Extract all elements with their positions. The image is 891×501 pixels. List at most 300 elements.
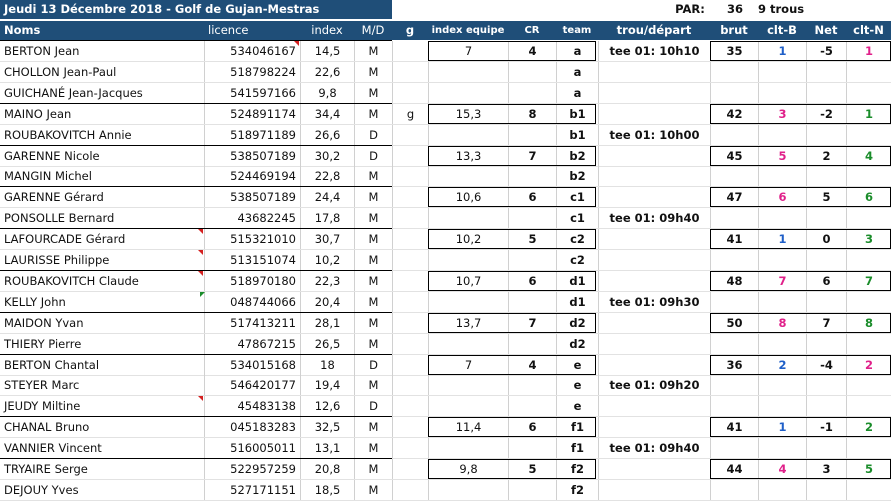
- g-cell[interactable]: [392, 229, 428, 249]
- brut-cell[interactable]: 36: [710, 355, 758, 375]
- player-name[interactable]: GARENNE Gérard: [4, 190, 104, 204]
- md-cell[interactable]: D: [354, 146, 392, 166]
- index-cell[interactable]: 10,2: [300, 250, 354, 270]
- licence-cell[interactable]: 518798224: [204, 62, 300, 82]
- net-cell[interactable]: 2: [806, 146, 846, 166]
- g-cell[interactable]: [392, 83, 428, 103]
- cr-cell[interactable]: 5: [508, 229, 556, 249]
- index-equipe-cell[interactable]: [428, 480, 508, 500]
- md-cell[interactable]: M: [354, 41, 392, 61]
- clt-b-cell[interactable]: 2: [758, 355, 806, 375]
- team-cell[interactable]: d1: [556, 271, 598, 291]
- player-name[interactable]: STEYER Marc: [4, 378, 80, 392]
- licence-cell[interactable]: 518971189: [204, 125, 300, 145]
- trou-depart-cell[interactable]: tee 01: 09h40: [598, 438, 710, 458]
- index-cell[interactable]: 12,6: [300, 396, 354, 416]
- g-cell[interactable]: [392, 375, 428, 395]
- col-header-trou[interactable]: trou/départ: [598, 21, 710, 40]
- md-cell[interactable]: M: [354, 459, 392, 479]
- index-equipe-cell[interactable]: [428, 83, 508, 103]
- index-cell[interactable]: 22,3: [300, 271, 354, 291]
- brut-cell[interactable]: [710, 208, 758, 228]
- md-cell[interactable]: M: [354, 208, 392, 228]
- clt-b-cell[interactable]: 6: [758, 187, 806, 207]
- index-equipe-cell[interactable]: 7: [428, 355, 508, 375]
- licence-cell[interactable]: 538507189: [204, 146, 300, 166]
- index-equipe-cell[interactable]: [428, 334, 508, 354]
- brut-cell[interactable]: 50: [710, 313, 758, 333]
- licence-cell[interactable]: 513151074: [204, 250, 300, 270]
- clt-b-cell[interactable]: [758, 208, 806, 228]
- brut-cell[interactable]: [710, 83, 758, 103]
- cr-cell[interactable]: 8: [508, 104, 556, 124]
- team-cell[interactable]: f1: [556, 417, 598, 437]
- clt-b-cell[interactable]: [758, 438, 806, 458]
- cr-cell[interactable]: 6: [508, 271, 556, 291]
- licence-cell[interactable]: 045183283: [204, 417, 300, 437]
- cr-cell[interactable]: [508, 334, 556, 354]
- index-equipe-cell[interactable]: [428, 250, 508, 270]
- clt-n-cell[interactable]: [846, 375, 891, 395]
- net-cell[interactable]: [806, 438, 846, 458]
- index-equipe-cell[interactable]: [428, 208, 508, 228]
- md-cell[interactable]: M: [354, 375, 392, 395]
- player-name[interactable]: GUICHANÉ Jean-Jacques: [4, 86, 143, 100]
- net-cell[interactable]: [806, 125, 846, 145]
- brut-cell[interactable]: 41: [710, 229, 758, 249]
- md-cell[interactable]: M: [354, 187, 392, 207]
- player-name[interactable]: ROUBAKOVITCH Annie: [4, 128, 132, 142]
- net-cell[interactable]: [806, 250, 846, 270]
- clt-b-cell[interactable]: 5: [758, 146, 806, 166]
- index-equipe-cell[interactable]: 13,7: [428, 313, 508, 333]
- brut-cell[interactable]: 35: [710, 41, 758, 61]
- brut-cell[interactable]: [710, 125, 758, 145]
- col-header-licence[interactable]: licence: [204, 21, 300, 40]
- md-cell[interactable]: M: [354, 438, 392, 458]
- cr-cell[interactable]: [508, 480, 556, 500]
- clt-n-cell[interactable]: [846, 62, 891, 82]
- trou-depart-cell[interactable]: tee 01: 09h30: [598, 292, 710, 312]
- licence-cell[interactable]: 522957259: [204, 459, 300, 479]
- team-cell[interactable]: c2: [556, 250, 598, 270]
- index-equipe-cell[interactable]: [428, 62, 508, 82]
- cr-cell[interactable]: [508, 166, 556, 186]
- cr-cell[interactable]: 7: [508, 146, 556, 166]
- g-cell[interactable]: [392, 480, 428, 500]
- g-cell[interactable]: [392, 41, 428, 61]
- net-cell[interactable]: [806, 396, 846, 416]
- team-cell[interactable]: e: [556, 396, 598, 416]
- clt-b-cell[interactable]: [758, 125, 806, 145]
- cr-cell[interactable]: [508, 250, 556, 270]
- team-cell[interactable]: d2: [556, 313, 598, 333]
- trou-depart-cell[interactable]: [598, 480, 710, 500]
- md-cell[interactable]: M: [354, 480, 392, 500]
- cr-cell[interactable]: [508, 208, 556, 228]
- brut-cell[interactable]: 48: [710, 271, 758, 291]
- md-cell[interactable]: M: [354, 292, 392, 312]
- brut-cell[interactable]: [710, 480, 758, 500]
- trou-depart-cell[interactable]: [598, 271, 710, 291]
- net-cell[interactable]: [806, 334, 846, 354]
- index-equipe-cell[interactable]: [428, 292, 508, 312]
- trou-depart-cell[interactable]: [598, 187, 710, 207]
- md-cell[interactable]: D: [354, 125, 392, 145]
- brut-cell[interactable]: [710, 396, 758, 416]
- net-cell[interactable]: 3: [806, 459, 846, 479]
- clt-b-cell[interactable]: [758, 396, 806, 416]
- net-cell[interactable]: [806, 83, 846, 103]
- brut-cell[interactable]: [710, 438, 758, 458]
- g-cell[interactable]: [392, 313, 428, 333]
- trou-depart-cell[interactable]: [598, 104, 710, 124]
- col-header-g[interactable]: g: [392, 21, 428, 40]
- trou-depart-cell[interactable]: [598, 250, 710, 270]
- clt-n-cell[interactable]: 2: [846, 417, 891, 437]
- md-cell[interactable]: D: [354, 396, 392, 416]
- trou-depart-cell[interactable]: [598, 166, 710, 186]
- player-name[interactable]: MAINO Jean: [4, 107, 72, 121]
- g-cell[interactable]: [392, 417, 428, 437]
- clt-n-cell[interactable]: 8: [846, 313, 891, 333]
- g-cell[interactable]: [392, 292, 428, 312]
- col-header-md[interactable]: M/D: [354, 21, 392, 40]
- index-equipe-cell[interactable]: [428, 396, 508, 416]
- index-cell[interactable]: 9,8: [300, 83, 354, 103]
- trou-depart-cell[interactable]: tee 01: 09h20: [598, 375, 710, 395]
- clt-n-cell[interactable]: 5: [846, 459, 891, 479]
- clt-b-cell[interactable]: 1: [758, 417, 806, 437]
- g-cell[interactable]: g: [392, 104, 428, 124]
- player-name[interactable]: CHANAL Bruno: [4, 420, 90, 434]
- md-cell[interactable]: M: [354, 83, 392, 103]
- team-cell[interactable]: b1: [556, 125, 598, 145]
- trou-depart-cell[interactable]: [598, 355, 710, 375]
- index-equipe-cell[interactable]: 9,8: [428, 459, 508, 479]
- md-cell[interactable]: M: [354, 166, 392, 186]
- index-cell[interactable]: 20,8: [300, 459, 354, 479]
- g-cell[interactable]: [392, 250, 428, 270]
- g-cell[interactable]: [392, 166, 428, 186]
- clt-n-cell[interactable]: [846, 250, 891, 270]
- md-cell[interactable]: M: [354, 104, 392, 124]
- brut-cell[interactable]: [710, 292, 758, 312]
- brut-cell[interactable]: 42: [710, 104, 758, 124]
- player-name[interactable]: BERTON Chantal: [4, 358, 100, 372]
- index-cell[interactable]: 17,8: [300, 208, 354, 228]
- clt-n-cell[interactable]: [846, 396, 891, 416]
- net-cell[interactable]: -2: [806, 104, 846, 124]
- licence-cell[interactable]: 534046167: [204, 41, 300, 61]
- trou-depart-cell[interactable]: [598, 417, 710, 437]
- md-cell[interactable]: M: [354, 417, 392, 437]
- g-cell[interactable]: [392, 208, 428, 228]
- team-cell[interactable]: c1: [556, 208, 598, 228]
- team-cell[interactable]: c1: [556, 187, 598, 207]
- col-header-cltn[interactable]: clt-N: [846, 21, 891, 40]
- index-cell[interactable]: 19,4: [300, 375, 354, 395]
- licence-cell[interactable]: 515321010: [204, 229, 300, 249]
- team-cell[interactable]: c2: [556, 229, 598, 249]
- clt-b-cell[interactable]: [758, 375, 806, 395]
- clt-n-cell[interactable]: 2: [846, 355, 891, 375]
- g-cell[interactable]: [392, 125, 428, 145]
- team-cell[interactable]: d1: [556, 292, 598, 312]
- brut-cell[interactable]: 45: [710, 146, 758, 166]
- team-cell[interactable]: d2: [556, 334, 598, 354]
- net-cell[interactable]: -4: [806, 355, 846, 375]
- net-cell[interactable]: 0: [806, 229, 846, 249]
- net-cell[interactable]: [806, 480, 846, 500]
- clt-b-cell[interactable]: [758, 166, 806, 186]
- licence-cell[interactable]: 546420177: [204, 375, 300, 395]
- g-cell[interactable]: [392, 355, 428, 375]
- index-cell[interactable]: 18,5: [300, 480, 354, 500]
- index-cell[interactable]: 22,8: [300, 166, 354, 186]
- player-name[interactable]: MANGIN Michel: [4, 169, 92, 183]
- clt-n-cell[interactable]: [846, 334, 891, 354]
- clt-b-cell[interactable]: 1: [758, 41, 806, 61]
- trou-depart-cell[interactable]: [598, 229, 710, 249]
- brut-cell[interactable]: 47: [710, 187, 758, 207]
- cr-cell[interactable]: 6: [508, 417, 556, 437]
- cr-cell[interactable]: [508, 125, 556, 145]
- brut-cell[interactable]: [710, 334, 758, 354]
- player-name[interactable]: GARENNE Nicole: [4, 149, 100, 163]
- index-cell[interactable]: 26,6: [300, 125, 354, 145]
- brut-cell[interactable]: [710, 375, 758, 395]
- col-header-noms[interactable]: Noms: [0, 21, 204, 40]
- col-header-net[interactable]: Net: [806, 21, 846, 40]
- net-cell[interactable]: -1: [806, 417, 846, 437]
- team-cell[interactable]: e: [556, 355, 598, 375]
- licence-cell[interactable]: 43682245: [204, 208, 300, 228]
- md-cell[interactable]: M: [354, 229, 392, 249]
- index-equipe-cell[interactable]: [428, 166, 508, 186]
- net-cell[interactable]: 7: [806, 313, 846, 333]
- clt-n-cell[interactable]: 4: [846, 146, 891, 166]
- cell-comment-marker[interactable]: [198, 229, 203, 234]
- cell-comment-marker[interactable]: [294, 41, 299, 46]
- index-equipe-cell[interactable]: 15,3: [428, 104, 508, 124]
- g-cell[interactable]: [392, 396, 428, 416]
- md-cell[interactable]: M: [354, 62, 392, 82]
- clt-b-cell[interactable]: 4: [758, 459, 806, 479]
- licence-cell[interactable]: 524891174: [204, 104, 300, 124]
- licence-cell[interactable]: 45483138: [204, 396, 300, 416]
- trou-depart-cell[interactable]: [598, 146, 710, 166]
- trou-depart-cell[interactable]: tee 01: 10h10: [598, 41, 710, 61]
- clt-b-cell[interactable]: 3: [758, 104, 806, 124]
- cell-comment-marker[interactable]: [198, 250, 203, 255]
- g-cell[interactable]: [392, 146, 428, 166]
- index-equipe-cell[interactable]: 13,3: [428, 146, 508, 166]
- net-cell[interactable]: [806, 292, 846, 312]
- player-name[interactable]: LAURISSE Philippe: [4, 253, 110, 267]
- net-cell[interactable]: [806, 208, 846, 228]
- net-cell[interactable]: [806, 166, 846, 186]
- index-cell[interactable]: 18: [300, 355, 354, 375]
- clt-b-cell[interactable]: 1: [758, 229, 806, 249]
- cell-comment-marker[interactable]: [200, 292, 205, 297]
- clt-b-cell[interactable]: 7: [758, 271, 806, 291]
- cr-cell[interactable]: [508, 62, 556, 82]
- clt-b-cell[interactable]: [758, 62, 806, 82]
- col-header-index[interactable]: index: [300, 21, 354, 40]
- team-cell[interactable]: a: [556, 41, 598, 61]
- player-name[interactable]: DEJOUY Yves: [4, 483, 79, 497]
- licence-cell[interactable]: 527171151: [204, 480, 300, 500]
- brut-cell[interactable]: [710, 62, 758, 82]
- player-name[interactable]: BERTON Jean: [4, 44, 80, 58]
- team-cell[interactable]: b2: [556, 166, 598, 186]
- index-cell[interactable]: 30,7: [300, 229, 354, 249]
- licence-cell[interactable]: 534015168: [204, 355, 300, 375]
- licence-cell[interactable]: 47867215: [204, 334, 300, 354]
- index-cell[interactable]: 30,2: [300, 146, 354, 166]
- licence-cell[interactable]: 541597166: [204, 83, 300, 103]
- col-header-brut[interactable]: brut: [710, 21, 758, 40]
- cell-comment-marker[interactable]: [198, 271, 203, 276]
- index-cell[interactable]: 28,1: [300, 313, 354, 333]
- index-cell[interactable]: 14,5: [300, 41, 354, 61]
- trou-depart-cell[interactable]: [598, 396, 710, 416]
- player-name[interactable]: PONSOLLE Bernard: [4, 211, 115, 225]
- team-cell[interactable]: f2: [556, 459, 598, 479]
- net-cell[interactable]: [806, 375, 846, 395]
- player-name[interactable]: LAFOURCADE Gérard: [4, 232, 126, 246]
- team-cell[interactable]: e: [556, 375, 598, 395]
- brut-cell[interactable]: [710, 166, 758, 186]
- index-cell[interactable]: 20,4: [300, 292, 354, 312]
- col-header-team[interactable]: team: [556, 21, 598, 40]
- cr-cell[interactable]: [508, 396, 556, 416]
- index-equipe-cell[interactable]: [428, 375, 508, 395]
- cr-cell[interactable]: [508, 292, 556, 312]
- clt-b-cell[interactable]: [758, 250, 806, 270]
- g-cell[interactable]: [392, 334, 428, 354]
- g-cell[interactable]: [392, 62, 428, 82]
- index-cell[interactable]: 24,4: [300, 187, 354, 207]
- clt-n-cell[interactable]: [846, 438, 891, 458]
- clt-n-cell[interactable]: 3: [846, 229, 891, 249]
- player-name[interactable]: CHOLLON Jean-Paul: [4, 65, 117, 79]
- team-cell[interactable]: f1: [556, 438, 598, 458]
- brut-cell[interactable]: 44: [710, 459, 758, 479]
- index-equipe-cell[interactable]: 10,6: [428, 187, 508, 207]
- index-cell[interactable]: 34,4: [300, 104, 354, 124]
- trou-depart-cell[interactable]: [598, 83, 710, 103]
- trou-depart-cell[interactable]: [598, 62, 710, 82]
- team-cell[interactable]: a: [556, 83, 598, 103]
- index-cell[interactable]: 26,5: [300, 334, 354, 354]
- trou-depart-cell[interactable]: tee 01: 09h40: [598, 208, 710, 228]
- index-equipe-cell[interactable]: 10,7: [428, 271, 508, 291]
- md-cell[interactable]: M: [354, 313, 392, 333]
- index-cell[interactable]: 22,6: [300, 62, 354, 82]
- cr-cell[interactable]: [508, 375, 556, 395]
- player-name[interactable]: MAIDON Yvan: [4, 316, 84, 330]
- player-name[interactable]: VANNIER Vincent: [4, 441, 102, 455]
- g-cell[interactable]: [392, 459, 428, 479]
- clt-n-cell[interactable]: [846, 480, 891, 500]
- licence-cell[interactable]: 538507189: [204, 187, 300, 207]
- trou-depart-cell[interactable]: [598, 334, 710, 354]
- net-cell[interactable]: 5: [806, 187, 846, 207]
- clt-n-cell[interactable]: 1: [846, 41, 891, 61]
- team-cell[interactable]: b2: [556, 146, 598, 166]
- trou-depart-cell[interactable]: [598, 459, 710, 479]
- net-cell[interactable]: -5: [806, 41, 846, 61]
- clt-n-cell[interactable]: [846, 166, 891, 186]
- col-header-index-equipe[interactable]: index equipe: [428, 21, 508, 40]
- clt-b-cell[interactable]: [758, 83, 806, 103]
- player-name[interactable]: ROUBAKOVITCH Claude: [4, 274, 139, 288]
- licence-cell[interactable]: 516005011: [204, 438, 300, 458]
- cell-comment-marker[interactable]: [198, 396, 203, 401]
- clt-n-cell[interactable]: [846, 292, 891, 312]
- clt-n-cell[interactable]: 1: [846, 104, 891, 124]
- g-cell[interactable]: [392, 438, 428, 458]
- team-cell[interactable]: a: [556, 62, 598, 82]
- clt-b-cell[interactable]: [758, 292, 806, 312]
- trou-depart-cell[interactable]: [598, 313, 710, 333]
- licence-cell[interactable]: 048744066: [204, 292, 300, 312]
- index-equipe-cell[interactable]: 11,4: [428, 417, 508, 437]
- team-cell[interactable]: b1: [556, 104, 598, 124]
- licence-cell[interactable]: 517413211: [204, 313, 300, 333]
- cr-cell[interactable]: 5: [508, 459, 556, 479]
- licence-cell[interactable]: 524469194: [204, 166, 300, 186]
- player-name[interactable]: THIERY Pierre: [4, 337, 82, 351]
- clt-b-cell[interactable]: [758, 480, 806, 500]
- md-cell[interactable]: D: [354, 355, 392, 375]
- brut-cell[interactable]: 41: [710, 417, 758, 437]
- md-cell[interactable]: M: [354, 334, 392, 354]
- brut-cell[interactable]: [710, 250, 758, 270]
- net-cell[interactable]: [806, 62, 846, 82]
- md-cell[interactable]: M: [354, 250, 392, 270]
- clt-n-cell[interactable]: [846, 125, 891, 145]
- net-cell[interactable]: 6: [806, 271, 846, 291]
- col-header-cltb[interactable]: clt-B: [758, 21, 806, 40]
- index-cell[interactable]: 13,1: [300, 438, 354, 458]
- clt-b-cell[interactable]: [758, 334, 806, 354]
- index-cell[interactable]: 32,5: [300, 417, 354, 437]
- cr-cell[interactable]: [508, 438, 556, 458]
- player-name[interactable]: JEUDY Miltine: [4, 399, 81, 413]
- clt-n-cell[interactable]: 7: [846, 271, 891, 291]
- clt-b-cell[interactable]: 8: [758, 313, 806, 333]
- trou-depart-cell[interactable]: tee 01: 10h00: [598, 125, 710, 145]
- cr-cell[interactable]: [508, 83, 556, 103]
- cr-cell[interactable]: 4: [508, 355, 556, 375]
- clt-n-cell[interactable]: 6: [846, 187, 891, 207]
- g-cell[interactable]: [392, 187, 428, 207]
- index-equipe-cell[interactable]: 10,2: [428, 229, 508, 249]
- cr-cell[interactable]: 4: [508, 41, 556, 61]
- team-cell[interactable]: f2: [556, 480, 598, 500]
- md-cell[interactable]: M: [354, 271, 392, 291]
- player-name[interactable]: TRYAIRE Serge: [4, 462, 88, 476]
- clt-n-cell[interactable]: [846, 83, 891, 103]
- index-equipe-cell[interactable]: 7: [428, 41, 508, 61]
- clt-n-cell[interactable]: [846, 208, 891, 228]
- index-equipe-cell[interactable]: [428, 438, 508, 458]
- player-name[interactable]: KELLY John: [4, 295, 66, 309]
- cr-cell[interactable]: 7: [508, 313, 556, 333]
